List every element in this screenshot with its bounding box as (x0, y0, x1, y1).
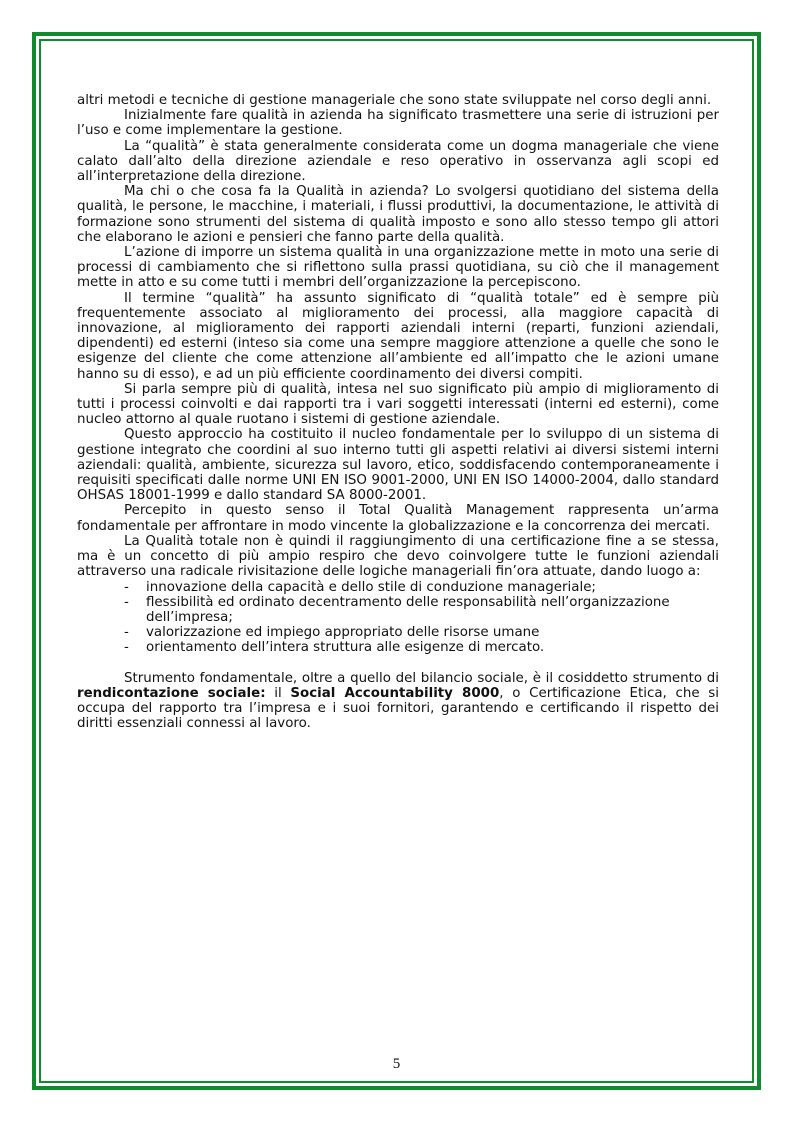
paragraph-7: Si parla sempre più di qualità, intesa nel suo significato più ampio di miglioramento di tutti i processi coinvolti e dai rapporti tra i vari soggetti interessati (interni ed esterni), come nucleo attorno al quale ruotano i sistemi di gestione aziendale. (77, 381, 719, 428)
list-item-text: innovazione della capacità e dello stile di conduzione manageriale; (146, 579, 596, 595)
spacer (77, 656, 719, 671)
list-bullet: - (124, 594, 129, 610)
list-item-text: orientamento dell’intera struttura alle esigenze di mercato. (146, 640, 545, 656)
list-item (77, 595, 719, 625)
list-item (77, 580, 719, 595)
list-item (77, 640, 719, 655)
final-text-3: , o Certificazione Etica, che si occupa del rapporto tra l’impresa e i suoi fornitori, garantendo e certificando il rispetto dei diritti essenziali connessi al lavoro. (77, 685, 719, 732)
bullet-list (77, 580, 719, 656)
paragraph-3: La “qualità” è stata generalmente considerata come un dogma manageriale che viene calato dall’alto della direzione aziendale e reso operativo in osservanza agli scopi ed all’interpretazione della direzione. (77, 138, 719, 185)
paragraph-10: La Qualità totale non è quindi il raggiungimento di una certificazione fine a se stessa, ma è un concetto di più ampio respiro che devo coinvolgere tutte le funzioni aziendali attraverso una radicale rivisitazione delle logiche manageriali fin’ora attuate, dando luogo a: (77, 533, 719, 580)
final-text-1: Strumento fondamentale, oltre a quello del bilancio sociale, è il cosiddetto strumento di (124, 670, 719, 686)
page-number: 5 (392, 1056, 401, 1072)
list-item-text: flessibilità ed ordinato decentramento delle responsabilità nell’organizzazione dell’impresa; (146, 594, 670, 625)
list-bullet: - (124, 579, 129, 595)
paragraph-5: L’azione di imporre un sistema qualità in una organizzazione mette in moto una serie di processi di cambiamento che si riflettono sulla prassi quotidiana, su ciò che il management mette in atto e su come tutti i membri dell’organizzazione la percepiscono. (77, 245, 719, 291)
paragraph-6: Il termine “qualità” ha assunto significato di “qualità totale” ed è sempre più frequentemente associato al miglioramento dei processi, alla maggiore capacità di innovazione, al miglioramento dei rapporti aziendali interni (reparti, funzioni aziendali, dipendenti) ed esterni (inteso sia come una sempre maggiore attenzione a quelle che sono le esigenze del cliente che come attenzione all’ambiente ed all’impatto che le azioni umane hanno su di esso), e ad un più efficiente coordinamento dei diversi compiti. (77, 290, 719, 382)
final-bold-2: Social Accountability 8000 (290, 685, 500, 701)
paragraph-9: Percepito in questo senso il Total Qualità Management rappresenta un’arma fondamentale per affrontare in modo vincente la globalizzazione e la concorrenza dei mercati. (77, 503, 719, 534)
list-bullet: - (124, 625, 129, 641)
paragraph-2: Inizialmente fare qualità in azienda ha significato trasmettere una serie di istruzioni per l’uso e come implementare la gestione. (77, 108, 719, 139)
document-body (77, 93, 719, 731)
paragraph-1: altri metodi e tecniche di gestione manageriale che sono state sviluppate nel corso degli anni. (77, 93, 712, 108)
paragraph-4: Ma chi o che cosa fa la Qualità in azienda? Lo svolgersi quotidiano del sistema della qualità, le persone, le macchine, i materiali, i flussi produttivi, la documentazione, le attività di formazione sono strumenti del sistema di qualità imposto e sono allo stesso tempo gli attori che elaborano le azioni e pensieri che fanno parte della qualità. (77, 184, 719, 245)
list-bullet: - (124, 640, 129, 656)
list-item (77, 625, 719, 640)
paragraph-final (77, 671, 719, 732)
list-item-text: valorizzazione ed impiego appropriato delle risorse umane (146, 625, 540, 641)
paragraph-8: Questo approccio ha costituito il nucleo fondamentale per lo sviluppo di un sistema di gestione integrato che coordini al suo interno tutti gli aspetti relativi ai diversi sistemi interni aziendali: qualità, ambiente, sicurezza sul lavoro, etico, soddisfacendo contemporaneamente i requisiti specificati dalle norme UNI EN ISO 9001-2000, UNI EN ISO 14000-2004, dallo standard OHSAS 18001-1999 e dallo standard SA 8000-2001. (77, 427, 719, 504)
final-text-2: il (265, 685, 291, 701)
final-bold-1: rendicontazione sociale: (77, 685, 266, 701)
